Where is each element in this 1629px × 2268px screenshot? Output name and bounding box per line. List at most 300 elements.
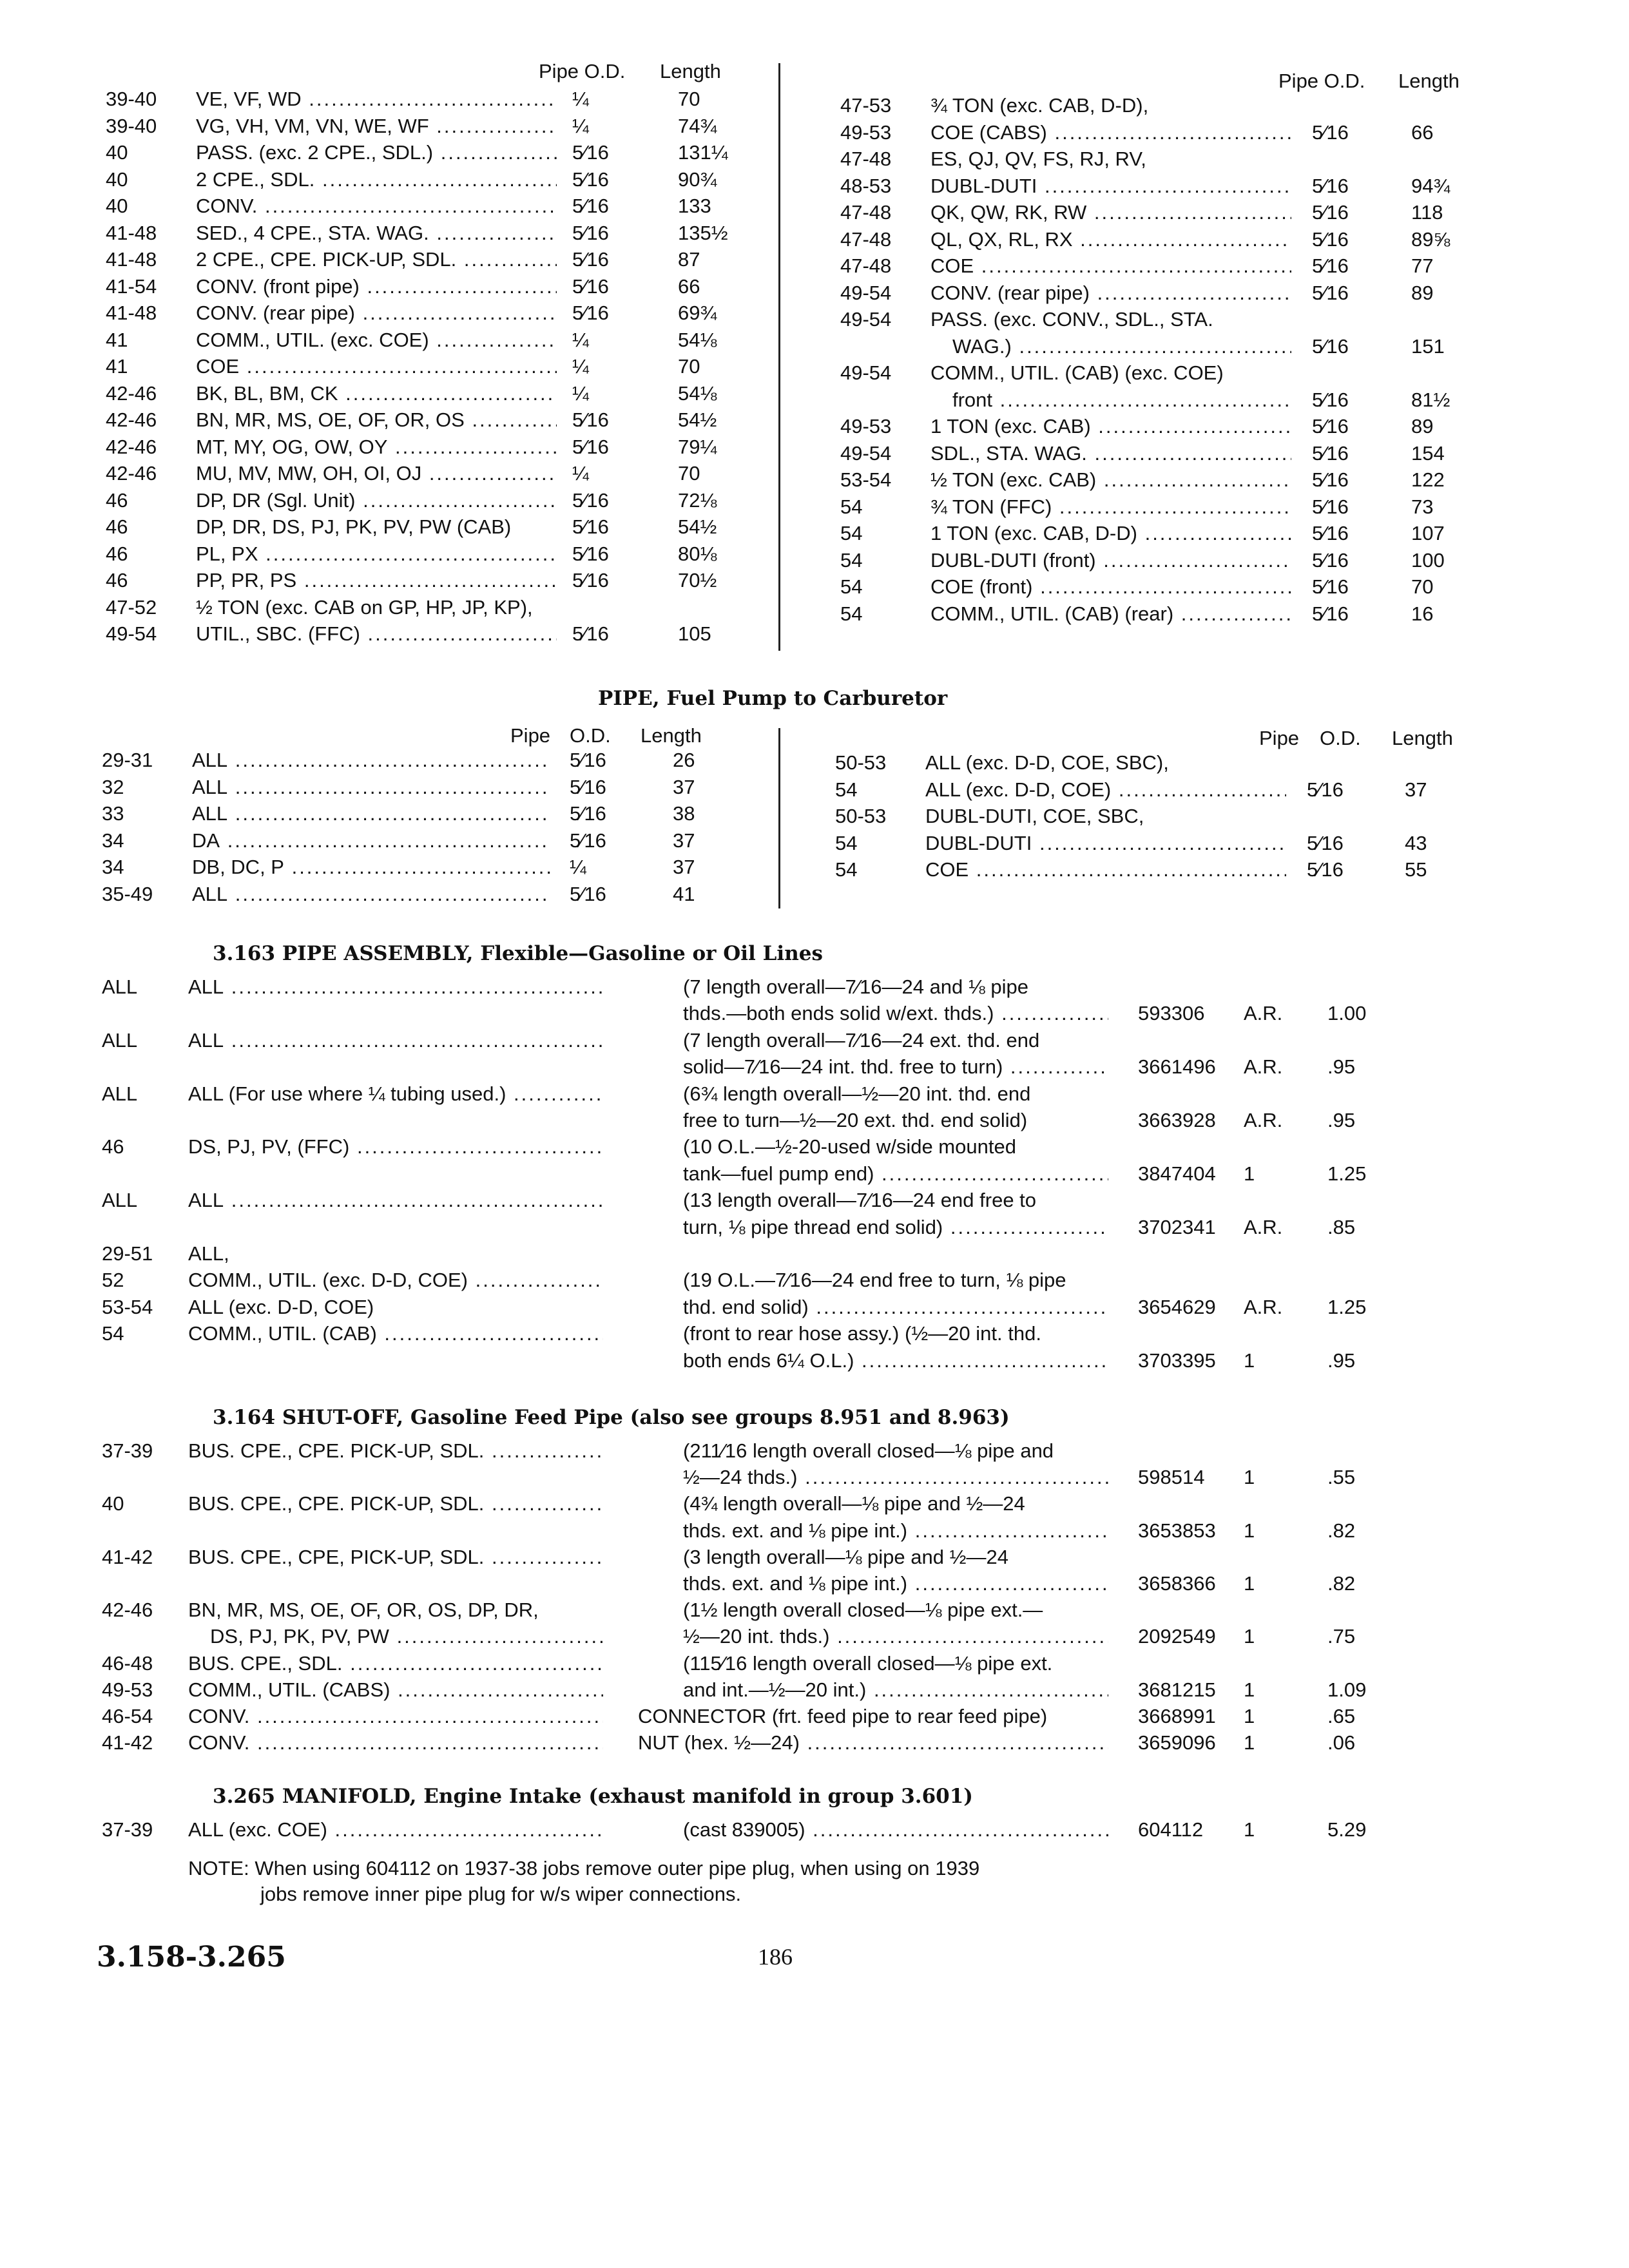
- header-length: Length: [660, 60, 721, 82]
- part-detail: thds.—both ends solid w/ext. thds.) .....: [683, 999, 1108, 1028]
- model-description: PASS. (exc. 2 CPE., SDL.) .....: [196, 139, 557, 167]
- quantity: A.R.: [1244, 1002, 1283, 1025]
- model-description: DUBL-DUTI .....: [925, 829, 1286, 858]
- section-title: PIPE, Fuel Pump to Carburetor: [598, 687, 948, 710]
- table-row: [0, 386, 1629, 414]
- part-detail: (6¾ length overall—½—20 int. thd. end: [683, 1082, 1031, 1105]
- model-description: ALL (For use where ¼ tubing used.) .....: [188, 1080, 603, 1108]
- part-detail: (front to rear hose assy.) (½—20 int. thd.: [683, 1322, 1041, 1345]
- year-range: 46: [106, 515, 128, 538]
- table-row: [0, 1543, 1629, 1571]
- part-detail: both ends 6¼ O.L.) .....: [683, 1347, 1108, 1375]
- model-description: BN, MR, MS, OE, OF, OR, OS, DP, DR,: [188, 1599, 539, 1622]
- pipe-od: 5⁄16: [572, 248, 609, 271]
- pipe-length: 38: [673, 802, 695, 825]
- model-description: COMM., UTIL. (CABS) .....: [188, 1676, 603, 1704]
- pipe-length: 54½: [678, 408, 717, 431]
- year-range: 53-54: [840, 468, 892, 491]
- section-title: 3.163 PIPE ASSEMBLY, Flexible—Gasoline or Oil Lines: [213, 942, 823, 965]
- year-range: 41-42: [102, 1545, 153, 1568]
- model-description: ES, QJ, QV, FS, RJ, RV,: [930, 148, 1146, 170]
- table-row: [0, 252, 1629, 280]
- pipe-od: 5⁄16: [1312, 227, 1349, 251]
- table-row: [0, 1596, 1629, 1624]
- model-description: front .....: [952, 386, 1291, 414]
- quantity: A.R.: [1244, 1055, 1283, 1079]
- model-description: DUBL-DUTI, COE, SBC,: [925, 805, 1144, 827]
- model-description: VG, VH, VM, VN, WE, WF .....: [196, 112, 557, 140]
- year-range: 47-48: [840, 255, 892, 277]
- model-description: ALL (exc. D-D, COE): [188, 1295, 374, 1318]
- pipe-od: 5⁄16: [572, 408, 609, 431]
- part-number: 3658366: [1138, 1572, 1216, 1595]
- model-description: SDL., STA. WAG. .....: [930, 439, 1291, 468]
- table-row: [0, 1240, 1629, 1268]
- pipe-od: 5⁄16: [572, 221, 609, 244]
- part-detail: (4¾ length overall—⅛ pipe and ½—24: [683, 1492, 1025, 1515]
- model-description: BUS. CPE., CPE. PICK-UP, SDL. .....: [188, 1437, 603, 1465]
- pipe-od: 5⁄16: [1312, 468, 1349, 491]
- table-row: [0, 1347, 1629, 1375]
- pipe-length: 66: [1411, 120, 1434, 144]
- year-range: 35-49: [102, 882, 153, 905]
- model-description: BK, BL, BM, CK .....: [196, 380, 557, 408]
- pipe-length: 87: [678, 248, 700, 271]
- model-description: SED., 4 CPE., STA. WAG. .....: [196, 219, 557, 247]
- model-description: ALL (exc. D-D, COE, SBC),: [925, 751, 1169, 774]
- list-price: .55: [1327, 1466, 1356, 1489]
- pipe-length: 89: [1411, 281, 1434, 304]
- table-row: [0, 880, 780, 908]
- list-price: 1.25: [1327, 1295, 1367, 1318]
- table-row: [0, 1570, 1629, 1598]
- pipe-length: 122: [1411, 468, 1445, 491]
- year-range: ALL: [102, 975, 138, 998]
- list-price: .82: [1327, 1519, 1356, 1542]
- table-row: [0, 332, 1629, 361]
- part-detail: and int.—½—20 int.) .....: [683, 1676, 1108, 1704]
- pipe-od: 5⁄16: [1312, 174, 1349, 197]
- pipe-od: ¼: [572, 88, 589, 110]
- pipe-length: 118: [1411, 201, 1443, 224]
- table-row: [0, 1676, 1629, 1704]
- model-description: COMM., UTIL. (CAB) (exc. COE): [930, 361, 1224, 384]
- table-row: [0, 519, 1629, 548]
- pipe-od: 5⁄16: [572, 542, 609, 565]
- table-row: [0, 1293, 1629, 1321]
- table-row: [0, 145, 1629, 173]
- part-number: 604112: [1138, 1818, 1204, 1841]
- model-description: QL, QX, RL, RX .....: [930, 226, 1291, 254]
- year-range: 42-46: [106, 462, 157, 485]
- year-range: 47-53: [840, 94, 892, 117]
- pipe-od: ¼: [572, 462, 589, 485]
- model-description: COMM., UTIL. (CAB) (rear) .....: [930, 600, 1291, 628]
- table-row: [0, 279, 1629, 307]
- table-row: [0, 1160, 1629, 1188]
- pipe-length: 70: [678, 355, 700, 378]
- pipe-length: 54½: [678, 515, 717, 538]
- table-row: [0, 172, 1629, 200]
- model-description: CONV. (front pipe) .....: [196, 273, 557, 301]
- table-row: [0, 1026, 1629, 1055]
- model-description: BUS. CPE., CPE. PICK-UP, SDL. .....: [188, 1490, 603, 1518]
- table-row: [0, 493, 1629, 521]
- table-row: [0, 1266, 1629, 1294]
- list-price: .95: [1327, 1349, 1356, 1372]
- section-title: 3.164 SHUT-OFF, Gasoline Feed Pipe (also see groups 8.951 and 8.963): [213, 1406, 1010, 1429]
- part-detail: (7 length overall—7⁄16—24 and ⅛ pipe: [683, 975, 1028, 998]
- part-detail: tank—fuel pump end) .....: [683, 1160, 1108, 1188]
- header-pipe-od: Pipe O.D.: [539, 60, 626, 82]
- year-range: 54: [835, 858, 858, 881]
- header-od: O.D.: [1320, 727, 1361, 749]
- table-row: [0, 439, 1629, 468]
- year-range: 34: [102, 829, 124, 852]
- year-range: 41: [106, 328, 128, 351]
- list-price: 5.29: [1327, 1818, 1367, 1841]
- table-row: [0, 1437, 1629, 1465]
- year-range: 29-51: [102, 1242, 153, 1265]
- table-row: [0, 1463, 1629, 1492]
- quantity: A.R.: [1244, 1215, 1283, 1238]
- list-price: .85: [1327, 1215, 1356, 1238]
- table-row: [0, 1320, 1629, 1348]
- quantity: 1: [1244, 1162, 1255, 1185]
- year-range: 49-53: [840, 415, 892, 437]
- pipe-od: 5⁄16: [1312, 201, 1349, 224]
- year-range: 47-48: [840, 148, 892, 170]
- pipe-length: 131¼: [678, 141, 728, 164]
- pipe-length: 105: [678, 622, 711, 645]
- quantity: A.R.: [1244, 1295, 1283, 1318]
- pipe-length: 89: [1411, 415, 1434, 437]
- year-range: 37-39: [102, 1439, 153, 1462]
- year-range: 54: [835, 831, 858, 854]
- pipe-length: 135½: [678, 221, 728, 244]
- list-price: 1.25: [1327, 1162, 1367, 1185]
- year-range: 46-54: [102, 1705, 153, 1727]
- list-price: .95: [1327, 1109, 1356, 1131]
- year-range: 46: [106, 569, 128, 591]
- table-row: [0, 359, 1629, 387]
- table-row: [0, 1622, 1629, 1651]
- table-row: [0, 1490, 1629, 1518]
- model-description: ½ TON (exc. CAB) .....: [930, 466, 1291, 494]
- quantity: 1: [1244, 1349, 1255, 1372]
- pipe-od: 5⁄16: [1312, 602, 1349, 625]
- model-description: 2 CPE., CPE. PICK-UP, SDL. .....: [196, 245, 557, 274]
- pipe-length: 70: [678, 462, 700, 485]
- part-number: 3663928: [1138, 1109, 1216, 1131]
- part-detail: thds. ext. and ⅛ pipe int.) .....: [683, 1570, 1108, 1598]
- table-row: [0, 1517, 1629, 1545]
- part-number: 593306: [1138, 1002, 1205, 1025]
- part-detail: ½—20 int. thds.) .....: [683, 1622, 1108, 1651]
- year-range: 54: [840, 522, 863, 544]
- part-number: 3681215: [1138, 1678, 1216, 1701]
- year-range: ALL: [102, 1028, 138, 1052]
- table-row: [0, 776, 1629, 804]
- footer-page-number: 186: [758, 1944, 793, 1970]
- pipe-length: 72⅛: [678, 488, 717, 512]
- pipe-length: 151: [1411, 334, 1445, 358]
- year-range: 48-53: [840, 174, 892, 197]
- part-number: 3661496: [1138, 1055, 1216, 1079]
- model-description: DP, DR, DS, PJ, PK, PV, PW (CAB): [196, 515, 512, 538]
- pipe-length: 37: [673, 856, 695, 878]
- part-detail: NUT (hex. ½—24) .....: [638, 1729, 1108, 1757]
- year-range: 49-54: [840, 308, 892, 331]
- model-description: COE (front) .....: [930, 573, 1291, 601]
- part-detail: (10 O.L.—½-20-used w/side mounted: [683, 1135, 1016, 1158]
- quantity: 1: [1244, 1818, 1255, 1841]
- year-range: 40: [102, 1492, 124, 1515]
- part-detail: (19 O.L.—7⁄16—24 end free to turn, ⅛ pipe: [683, 1269, 1066, 1292]
- model-description: ALL (exc. COE) .....: [188, 1816, 603, 1844]
- year-range: 41-42: [102, 1731, 153, 1754]
- year-range: 50-53: [835, 805, 887, 827]
- model-description: ALL .....: [192, 880, 550, 908]
- pipe-length: 26: [673, 749, 695, 771]
- part-detail: (13 length overall—7⁄16—24 end free to: [683, 1189, 1037, 1212]
- year-range: 54: [835, 778, 858, 801]
- header-length: Length: [1392, 727, 1453, 749]
- pipe-od: 5⁄16: [572, 569, 609, 591]
- model-description: DS, PJ, PV, (FFC) .....: [188, 1133, 603, 1161]
- header-pipe: Pipe: [510, 724, 551, 747]
- pipe-od: 5⁄16: [570, 749, 606, 771]
- pipe-od: ¼: [570, 856, 586, 878]
- pipe-od: 5⁄16: [572, 488, 609, 512]
- model-description: DA .....: [192, 827, 550, 855]
- pipe-od: 5⁄16: [1312, 334, 1349, 358]
- pipe-od: 5⁄16: [1312, 548, 1349, 572]
- part-number: 3653853: [1138, 1519, 1216, 1542]
- quantity: 1: [1244, 1572, 1255, 1595]
- model-description: BUS. CPE., CPE, PICK-UP, SDL. .....: [188, 1543, 603, 1571]
- model-description: ALL .....: [188, 1026, 603, 1055]
- table-row: [0, 999, 1629, 1028]
- pipe-length: 154: [1411, 441, 1445, 465]
- model-description: VE, VF, WD .....: [196, 85, 557, 113]
- header-pipe: Pipe: [1259, 727, 1300, 749]
- part-detail: solid—7⁄16—24 int. thd. free to turn) .....: [683, 1053, 1108, 1081]
- model-description: 1 TON (exc. CAB, D-D) .....: [930, 519, 1291, 548]
- note-text-line-2: jobs remove inner pipe plug for w/s wiper connections.: [260, 1883, 742, 1905]
- pipe-od: 5⁄16: [570, 829, 606, 852]
- model-description: CONV. (rear pipe) .....: [196, 299, 557, 327]
- model-description: ¾ TON (exc. CAB, D-D),: [930, 94, 1149, 117]
- pipe-length: 55: [1405, 858, 1427, 881]
- pipe-od: 5⁄16: [572, 274, 609, 298]
- list-price: .95: [1327, 1055, 1356, 1079]
- pipe-od: 5⁄16: [1312, 388, 1349, 411]
- header-length: Length: [1398, 70, 1460, 92]
- model-description: ALL (exc. D-D, COE) .....: [925, 776, 1286, 804]
- year-range: 29-31: [102, 749, 153, 771]
- pipe-od: ¼: [572, 381, 589, 405]
- year-range: 49-54: [106, 622, 157, 645]
- model-description: ALL .....: [192, 800, 550, 828]
- part-detail: free to turn—½—20 ext. thd. end solid): [683, 1109, 1028, 1131]
- pipe-length: 16: [1411, 602, 1434, 625]
- year-range: 42-46: [106, 381, 157, 405]
- part-detail: thd. end solid) .....: [683, 1293, 1108, 1321]
- model-description: COE .....: [196, 352, 557, 381]
- year-range: 49-54: [840, 361, 892, 384]
- year-range: 52: [102, 1269, 124, 1292]
- year-range: 54: [840, 495, 863, 518]
- model-description: MU, MV, MW, OH, OI, OJ .....: [196, 459, 557, 488]
- part-number: 598514: [1138, 1466, 1205, 1489]
- model-description: PL, PX .....: [196, 540, 557, 568]
- year-range: 39-40: [106, 88, 157, 110]
- pipe-length: 90¾: [678, 168, 717, 191]
- year-range: 34: [102, 856, 124, 878]
- table-row: [0, 546, 1629, 575]
- year-range: 41-54: [106, 274, 157, 298]
- part-detail: (7 length overall—7⁄16—24 ext. thd. end: [683, 1028, 1040, 1052]
- model-description: DP, DR (Sgl. Unit) .....: [196, 486, 557, 515]
- year-range: 42-46: [106, 408, 157, 431]
- pipe-od: 5⁄16: [572, 195, 609, 217]
- table-row: [0, 973, 1629, 1001]
- table-row: [0, 1729, 1629, 1757]
- table-row: [0, 1213, 1629, 1242]
- pipe-length: 54⅛: [678, 381, 717, 405]
- year-range: 54: [840, 602, 863, 625]
- year-range: 49-54: [840, 281, 892, 304]
- table-row: [0, 600, 1629, 628]
- pipe-od: 5⁄16: [1307, 858, 1344, 881]
- quantity: A.R.: [1244, 1109, 1283, 1131]
- model-description: QK, QW, RK, RW .....: [930, 198, 1291, 227]
- part-detail: thds. ext. and ⅛ pipe int.) .....: [683, 1517, 1108, 1545]
- part-detail: turn, ⅛ pipe thread end solid) .....: [683, 1213, 1108, 1242]
- model-description: 1 TON (exc. CAB) .....: [930, 412, 1291, 441]
- model-description: ALL .....: [188, 1186, 603, 1215]
- table-row: [0, 305, 1629, 334]
- table-row: [0, 829, 1629, 858]
- year-range: 46: [106, 542, 128, 565]
- model-description: ½ TON (exc. CAB on GP, HP, JP, KP),: [196, 595, 533, 619]
- model-description: DB, DC, P .....: [192, 853, 550, 881]
- pipe-length: 43: [1405, 831, 1427, 854]
- pipe-length: 107: [1411, 522, 1445, 544]
- year-range: 49-53: [840, 120, 892, 144]
- part-number: 3703395: [1138, 1349, 1216, 1372]
- model-description: ALL .....: [192, 773, 550, 802]
- pipe-od: 5⁄16: [572, 302, 609, 324]
- pipe-od: 5⁄16: [572, 435, 609, 458]
- part-number: 3659096: [1138, 1731, 1216, 1754]
- part-number: 2092549: [1138, 1625, 1216, 1648]
- pipe-od: 5⁄16: [572, 168, 609, 191]
- table-row: [0, 226, 1629, 254]
- year-range: 49-54: [840, 441, 892, 465]
- pipe-od: 5⁄16: [570, 775, 606, 798]
- pipe-od: 5⁄16: [1312, 255, 1349, 277]
- year-range: 54: [102, 1322, 124, 1345]
- part-detail: (1½ length overall closed—⅛ pipe ext.—: [683, 1599, 1043, 1622]
- year-range: 50-53: [835, 751, 887, 774]
- table-row: [0, 1702, 1629, 1731]
- model-description: BN, MR, MS, OE, OF, OR, OS .....: [196, 406, 557, 434]
- pipe-od: 5⁄16: [572, 515, 609, 538]
- pipe-length: 70: [1411, 575, 1434, 598]
- list-price: .65: [1327, 1705, 1356, 1727]
- section-title: 3.265 MANIFOLD, Engine Intake (exhaust manifold in group 3.601): [213, 1785, 973, 1808]
- year-range: 40: [106, 168, 128, 191]
- table-row: [0, 119, 1629, 147]
- model-description: ¾ TON (FFC) .....: [930, 493, 1291, 521]
- model-description: WAG.) .....: [952, 332, 1291, 361]
- year-range: 46-48: [102, 1651, 153, 1675]
- pipe-length: 37: [673, 775, 695, 798]
- table-row: [0, 412, 1629, 441]
- header-pipe-od: Pipe O.D.: [1278, 70, 1365, 92]
- model-description: COMM., UTIL. (exc. COE) .....: [196, 326, 557, 354]
- pipe-length: 80⅛: [678, 542, 717, 565]
- pipe-length: 66: [678, 274, 700, 298]
- model-description: UTIL., SBC. (FFC) .....: [196, 620, 557, 648]
- model-description: COE (CABS) .....: [930, 119, 1291, 147]
- pipe-length: 69¾: [678, 302, 717, 324]
- part-detail: CONNECTOR (frt. feed pipe to rear feed pipe): [638, 1705, 1048, 1727]
- part-number: 3668991: [1138, 1705, 1216, 1727]
- year-range: 53-54: [102, 1295, 153, 1318]
- year-range: 47-48: [840, 227, 892, 251]
- list-price: .75: [1327, 1625, 1356, 1648]
- quantity: 1: [1244, 1731, 1255, 1754]
- year-range: 41-48: [106, 248, 157, 271]
- part-detail: (cast 839005) .....: [683, 1816, 1108, 1844]
- pipe-od: ¼: [572, 114, 589, 137]
- year-range: 47-48: [840, 201, 892, 224]
- year-range: 54: [840, 575, 863, 598]
- year-range: 46: [102, 1135, 124, 1158]
- year-range: ALL: [102, 1189, 138, 1212]
- part-detail: (115⁄16 length overall closed—⅛ pipe ext.: [683, 1651, 1053, 1675]
- pipe-od: 5⁄16: [572, 622, 609, 645]
- model-description: COE .....: [925, 856, 1286, 884]
- part-number: 3654629: [1138, 1295, 1216, 1318]
- pipe-length: 37: [1405, 778, 1427, 801]
- year-range: 40: [106, 141, 128, 164]
- pipe-od: ¼: [572, 328, 589, 351]
- model-description: 2 CPE., SDL. .....: [196, 166, 557, 194]
- pipe-length: 81½: [1411, 388, 1451, 411]
- list-price: 1.00: [1327, 1002, 1367, 1025]
- pipe-od: 5⁄16: [1312, 441, 1349, 465]
- part-detail: ½—24 thds.) .....: [683, 1463, 1108, 1492]
- part-number: 3702341: [1138, 1215, 1216, 1238]
- pipe-length: 54⅛: [678, 328, 717, 351]
- table-row: [0, 749, 1629, 777]
- year-range: 40: [106, 195, 128, 217]
- table-row: [0, 91, 1629, 120]
- table-row: [0, 856, 1629, 884]
- table-row: [0, 1053, 1629, 1081]
- list-price: 1.09: [1327, 1678, 1367, 1701]
- table-row: [0, 1649, 1629, 1678]
- year-range: 39-40: [106, 114, 157, 137]
- model-description: COMM., UTIL. (exc. D-D, COE) .....: [188, 1266, 603, 1294]
- pipe-od: 5⁄16: [1312, 415, 1349, 437]
- quantity: 1: [1244, 1519, 1255, 1542]
- year-range: 47-52: [106, 595, 157, 619]
